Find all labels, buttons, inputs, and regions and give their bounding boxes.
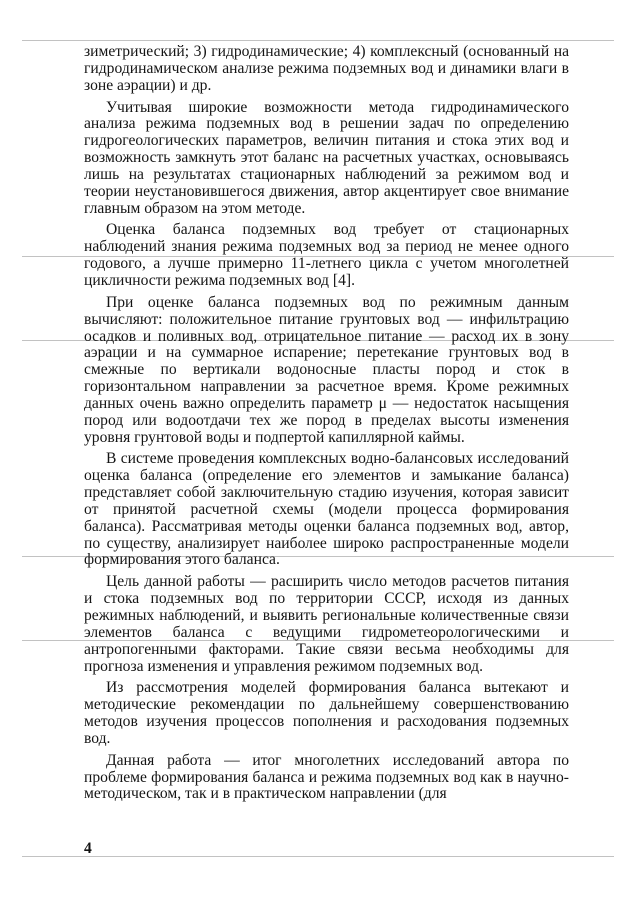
paragraph: При оценке баланса подземных вод по режимным данным вычисляют: положительное питание грунтовых вод — инфильтрацию осадков и поливных вод, отрицательное питание — расход их в зону аэрации и на суммарное испарение; перетекание грунтовых вод в смежные по вертикали водоносные пласты пород и сток в горизонтальном направлении за расчетное время. Кроме режимных данных очень важно определить параметр μ — недостаток насыщения пород или водоотдачи тех же пород в пределах высоты изменения уровня грунтовой воды и подпертой капиллярной каймы. bbox=[84, 293, 569, 446]
page-number: 4 bbox=[84, 840, 92, 857]
paragraph: Учитывая широкие возможности метода гидродинамического анализа режима подземных вод в решении задач по определению гидрогеологических параметров, величин питания и стока этих вод и возможность замкнуть этот баланс на расчетных участках, основываясь лишь на результатах стационарных наблюдений за режимом вод и теории неустановившегося движения, автор акцентирует свое внимание главным образом на этом методе. bbox=[84, 98, 569, 217]
paragraph: Данная работа — итог многолетних исследований автора по проблеме формирования баланса и режима подземных вод как в научно-методическом, так и в практическом направлении (для bbox=[84, 751, 569, 803]
body-text bbox=[84, 44, 569, 808]
paragraph: Цель данной работы — расширить число методов расчетов питания и стока подземных вод по территории СССР, исходя из данных режимных наблюдений, и выявить региональные количественные связи элементов баланса с ведущими гидрометеорологическими и антропогенными факторами. Такие связи весьма необходимы для прогноза изменения и управления режимом подземных вод. bbox=[84, 573, 569, 675]
scan-line bbox=[22, 856, 614, 857]
paragraph: Из рассмотрения моделей формирования баланса вытекают и методические рекомендации по дальнейшему совершенствованию методов изучения процессов пополнения и расходования подземных вод. bbox=[84, 679, 569, 747]
paragraph: Оценка баланса подземных вод требует от стационарных наблюдений знания режима подземных вод за период не менее одного годового, а лучше примерно 11-летнего цикла с учетом многолетней цикличности режима подземных вод [4]. bbox=[84, 221, 569, 289]
scan-line bbox=[22, 40, 614, 41]
paragraph: В системе проведения комплексных водно-балансовых исследований оценка баланса (определение его элементов и замыкание баланса) представляет собой заключительную стадию изучения, которая зависит от принятой расчетной схемы (модели процесса формирования баланса). Рассматривая методы оценки баланса подземных вод, автор, по существу, анализирует наиболее широко распространенные модели формирования этого баланса. bbox=[84, 450, 569, 569]
paragraph: зиметрический; 3) гидродинамические; 4) комплексный (основанный на гидродинамическом анализе режима подземных вод и динамики влаги в зоне аэрации) и др. bbox=[84, 43, 569, 94]
